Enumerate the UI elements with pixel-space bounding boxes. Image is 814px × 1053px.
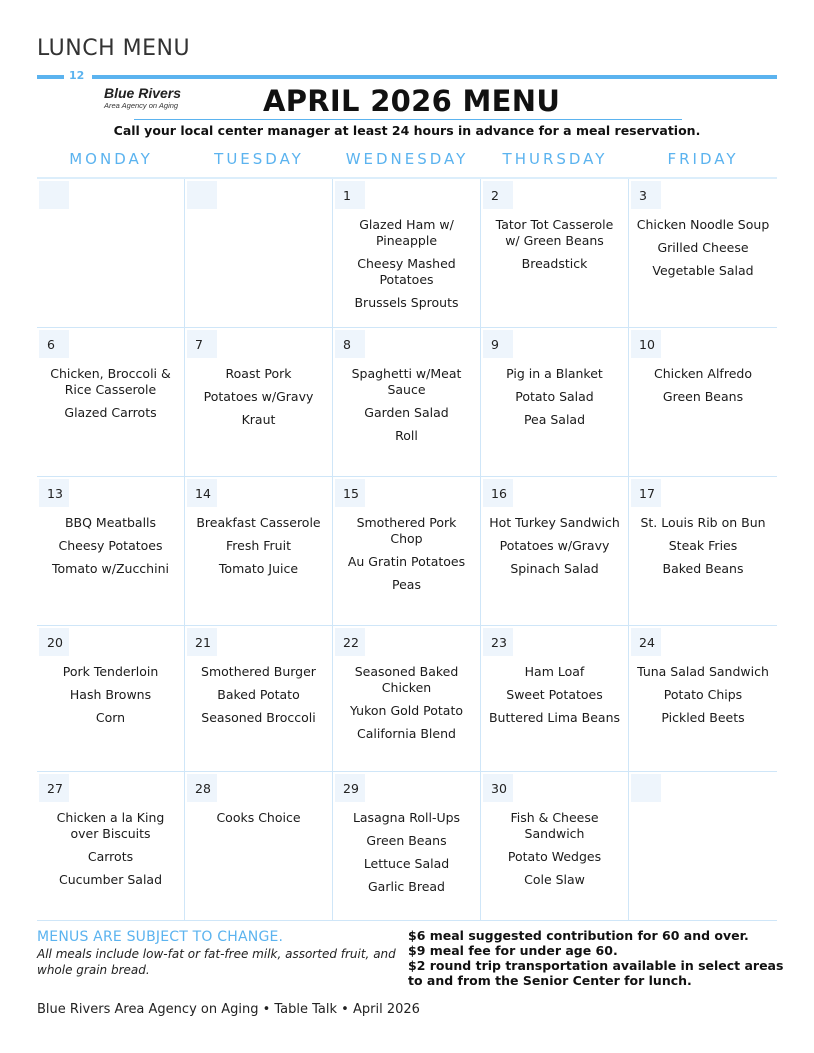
meal-item: Smothered Pork Chop [356,515,457,546]
date-number: 21 [187,628,217,656]
meal-item: Spaghetti w/Meat Sauce [351,366,462,397]
calendar-day-cell [185,772,333,921]
date-number: 22 [335,628,365,656]
fee-info [408,928,788,988]
meal-item: Potato Chips [663,687,743,702]
page-footer: Blue Rivers Area Agency on Aging • Table Talk • April 2026 [37,1002,420,1017]
meal-item: Roll [395,428,418,443]
date-number: 8 [335,330,365,358]
date-number: 1 [335,181,365,209]
meal-item: Cheesy Potatoes [58,538,163,553]
calendar-day-cell [629,328,777,477]
date-number: 17 [631,479,661,507]
meal-item: Potato Wedges [507,849,602,864]
calendar-day-cell [333,179,481,328]
menu-notes [37,928,397,978]
meal-item: Pork Tenderloin [62,664,159,679]
meal-item: Cooks Choice [216,810,301,825]
header-rule [37,70,777,84]
date-number: 29 [335,774,365,802]
calendar-day-cell [481,772,629,921]
meal-item: Pickled Beets [661,710,745,725]
date-number: 15 [335,479,365,507]
meal-item: Seasoned Broccoli [201,710,316,725]
meal-item: Chicken Noodle Soup [636,217,770,232]
meal-item: BBQ Meatballs [64,515,157,530]
meal-item: Chicken a la King over Biscuits [56,810,165,841]
meal-item: Baked Beans [662,561,744,576]
meal-item: Garden Salad [364,405,449,420]
calendar-day-cell [37,772,185,921]
page-title: APRIL 2026 MENU [263,84,561,118]
date-number: 28 [187,774,217,802]
change-notice: MENUS ARE SUBJECT TO CHANGE. [37,929,284,945]
meal-item: Fish & Cheese Sandwich [510,810,599,841]
calendar-day-cell [481,626,629,772]
meal-item: Hot Turkey Sandwich [489,515,620,530]
fee-line-under-60: $9 meal fee for under age 60. [408,943,618,958]
meal-item: Glazed Ham w/ Pineapple [359,217,454,248]
meal-item: Tuna Salad Sandwich [637,664,769,679]
meal-item: Green Beans [662,389,744,404]
meal-item: Vegetable Salad [652,263,754,278]
calendar-day-cell [185,179,333,328]
date-number: 3 [631,181,661,209]
logo-name: Blue Rivers [104,85,182,101]
date-number: 6 [39,330,69,358]
weekday-thursday: THURSDAY [502,150,608,168]
meal-item: Lasagna Roll-Ups [352,810,461,825]
date-number: 14 [187,479,217,507]
meal-item: California Blend [357,726,456,741]
meal-item: Potatoes w/Gravy [203,389,314,404]
date-number [39,181,69,209]
meal-item: Carrots [87,849,134,864]
calendar-day-cell [629,626,777,772]
meal-item: Yukon Gold Potato [349,703,464,718]
date-number: 10 [631,330,661,358]
meal-item: Glazed Carrots [64,405,157,420]
meal-item: Corn [95,710,126,725]
meal-item: Hash Browns [69,687,152,702]
date-number [631,774,661,802]
meal-item: Pig in a Blanket [506,366,603,381]
meal-item: Fresh Fruit [226,538,291,553]
date-number: 23 [483,628,513,656]
meal-item: Peas [392,577,421,592]
meal-item: Potatoes w/Gravy [499,538,610,553]
calendar-day-cell [37,328,185,477]
calendar-day-cell [629,772,777,921]
date-number: 24 [631,628,661,656]
date-number: 20 [39,628,69,656]
calendar-day-cell [481,328,629,477]
weekday-monday: MONDAY [69,150,153,168]
fee-line-contribution: $6 meal suggested contribution for 60 and over. [408,928,749,943]
date-number: 2 [483,181,513,209]
meal-item: Seasoned Baked Chicken [354,664,459,695]
meal-item: Cole Slaw [524,872,585,887]
meal-item: Smothered Burger [201,664,316,679]
calendar-day-cell [185,328,333,477]
weekday-tuesday: TUESDAY [214,150,304,168]
calendar-day-cell [333,477,481,626]
meal-item: Pea Salad [523,412,586,427]
title-underline [134,119,682,120]
weekday-friday: FRIDAY [667,150,739,168]
meal-item: Tomato Juice [218,561,299,576]
meal-item: Chicken, Broccoli & Rice Casserole [50,366,171,397]
calendar-day-cell [481,179,629,328]
calendar-day-cell [185,477,333,626]
date-number: 16 [483,479,513,507]
calendar-day-cell [333,772,481,921]
meal-item: Brussels Sprouts [354,295,459,310]
meal-item: Lettuce Salad [363,856,450,871]
fee-line-transportation: $2 round trip transportation available in select areas to and from the Senior Center for lunch. [408,958,784,988]
meal-item: Tomato w/Zucchini [52,561,169,576]
weekday-wednesday: WEDNESDAY [345,150,469,168]
meal-item: Cheesy Mashed Potatoes [357,256,456,287]
date-number: 30 [483,774,513,802]
calendar-day-cell [333,328,481,477]
calendar-day-cell [333,626,481,772]
date-number: 7 [187,330,217,358]
meal-item: Roast Pork [225,366,292,381]
calendar-day-cell [37,626,185,772]
meal-item: Au Gratin Potatoes [347,554,466,569]
organization-logo [104,86,181,110]
meal-item: Steak Fries [668,538,738,553]
meal-item: Spinach Salad [510,561,599,576]
date-number [187,181,217,209]
logo-tagline: Area Agency on Aging [104,101,179,110]
meal-item: Buttered Lima Beans [488,710,621,725]
page-number: 12 [69,69,85,82]
rule-right-segment [92,75,777,79]
calendar-day-cell [481,477,629,626]
meal-item: Ham Loaf [524,664,585,679]
meal-item: Sweet Potatoes [506,687,603,702]
calendar-day-cell [37,179,185,328]
meal-item: Tator Tot Casserole w/ Green Beans [495,217,614,248]
meal-item: Potato Salad [515,389,594,404]
meal-includes-note: All meals include low-fat or fat-free milk, assorted fruit, and whole grain bread. [37,947,396,977]
meal-item: Chicken Alfredo [654,366,752,381]
menu-calendar-grid [37,179,777,921]
date-number: 9 [483,330,513,358]
meal-item: Kraut [241,412,276,427]
calendar-day-cell [629,179,777,328]
meal-item: Grilled Cheese [657,240,749,255]
meal-item: Garlic Bread [367,879,445,894]
calendar-day-cell [185,626,333,772]
meal-item: Breakfast Casserole [196,515,321,530]
weekday-header-row [37,150,777,172]
calendar-day-cell [37,477,185,626]
meal-item: Green Beans [366,833,447,848]
calendar-day-cell [629,477,777,626]
meal-item: Cucumber Salad [58,872,163,887]
date-number: 27 [39,774,69,802]
reservation-note: Call your local center manager at least 24 hours in advance for a meal reservation. [113,123,701,138]
meal-item: Baked Potato [217,687,300,702]
rule-left-segment [37,75,64,79]
meal-item: St. Louis Rib on Bun [640,515,766,530]
date-number: 13 [39,479,69,507]
section-title: LUNCH MENU [37,36,191,61]
meal-item: Breadstick [521,256,588,271]
